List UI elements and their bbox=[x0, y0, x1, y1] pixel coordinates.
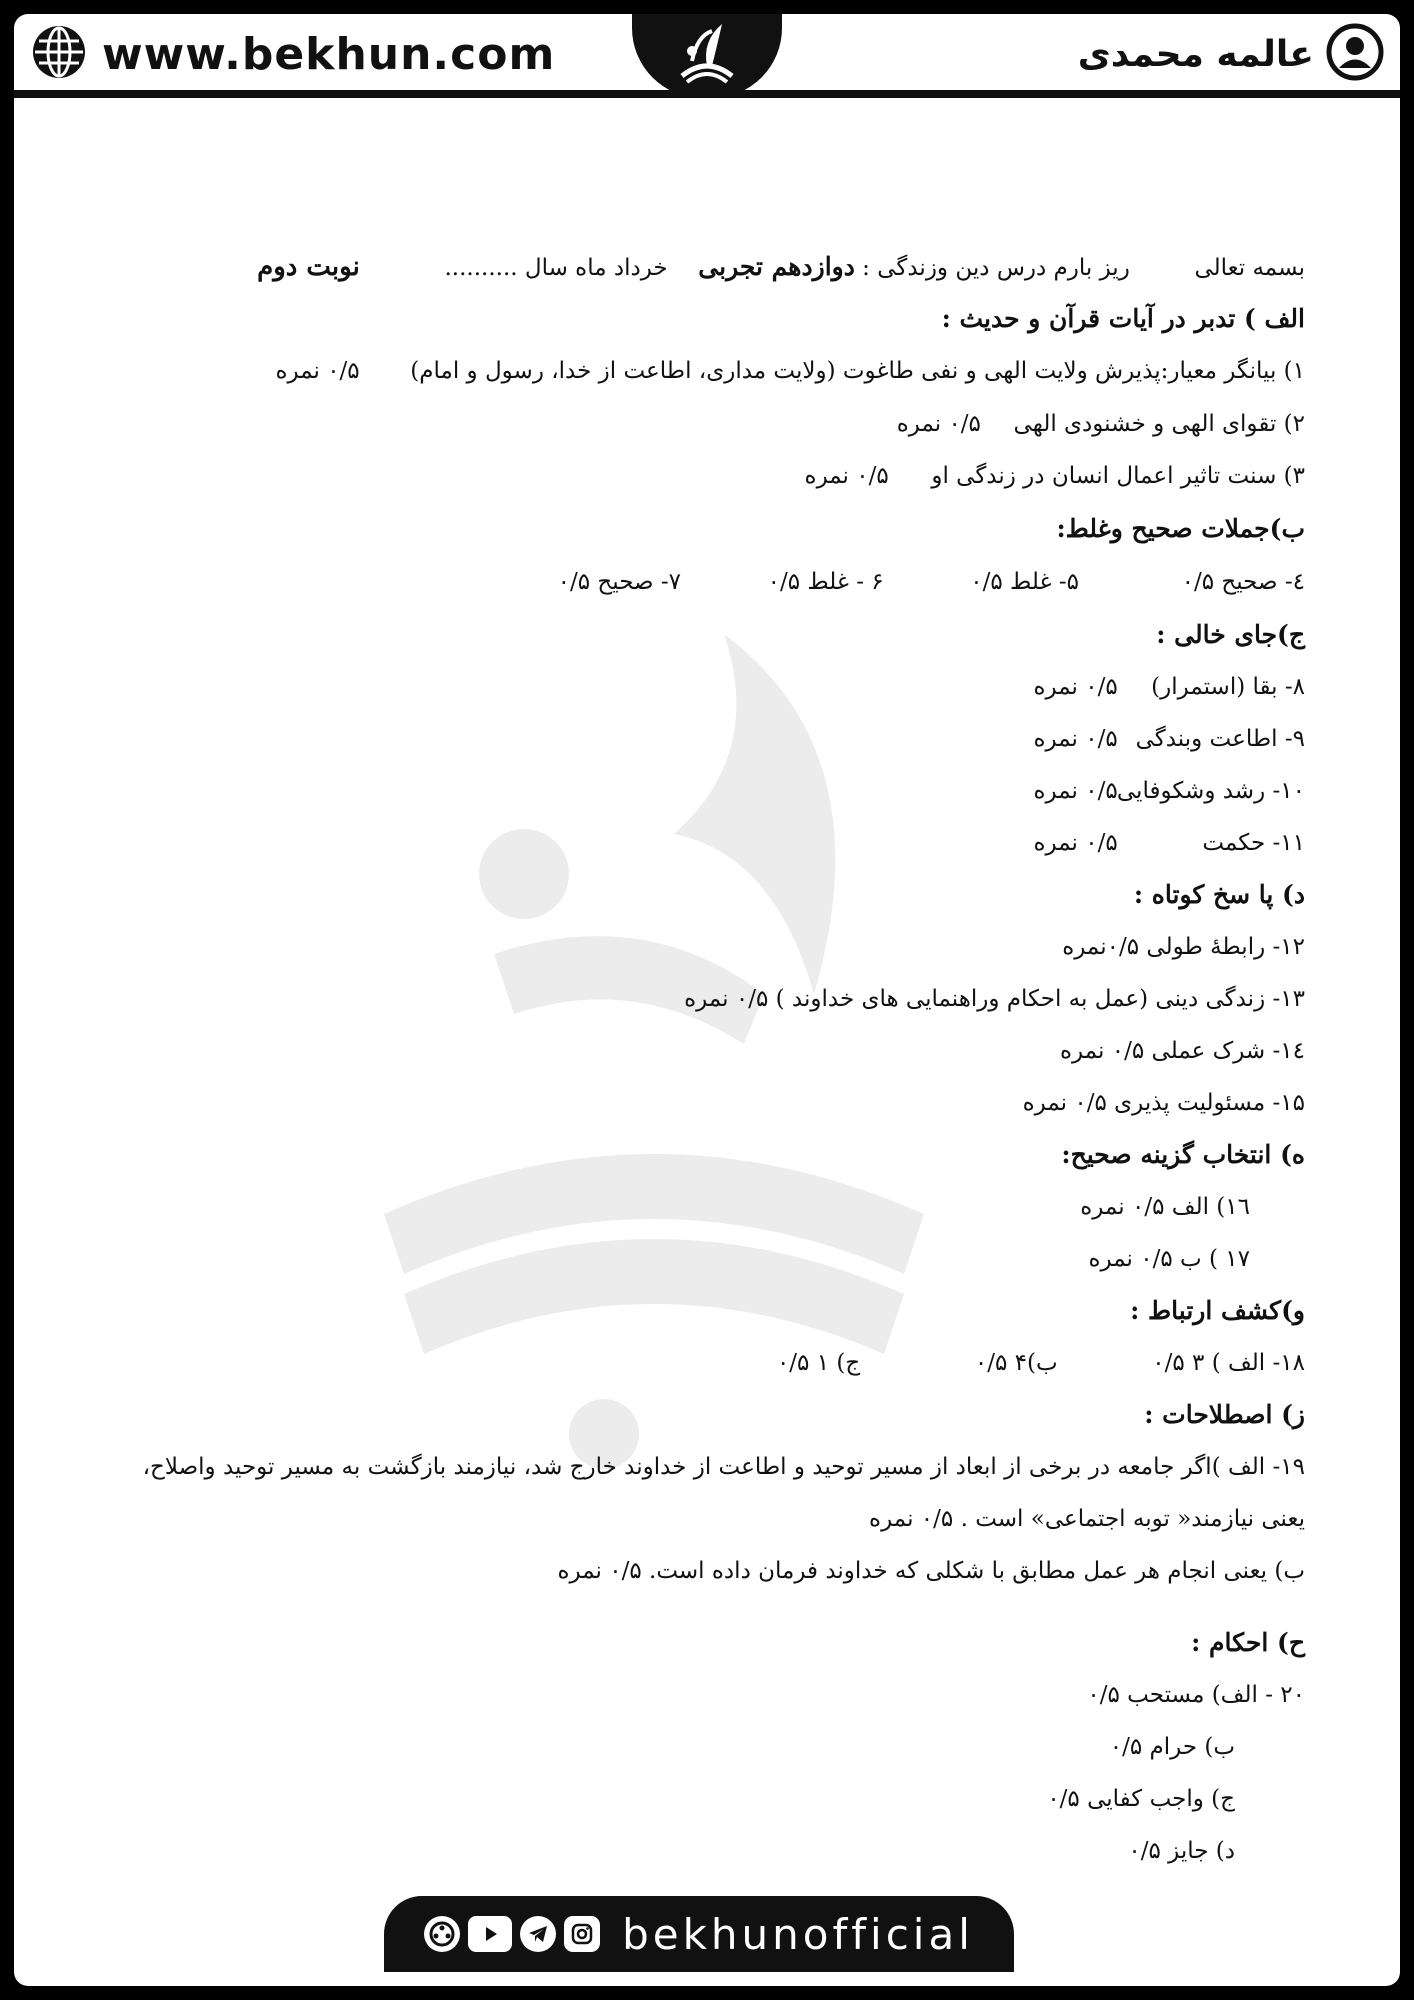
answer-1-text: ۱) بیانگر معیار:پذیرش ولایت الهی و نفی طاغوت (ولایت مداری، اطاعت از خدا، رسول و امام) bbox=[410, 358, 1305, 384]
blank-9-score: ۰/۵ نمره bbox=[1033, 726, 1118, 752]
film-icon[interactable] bbox=[424, 1916, 460, 1952]
session-label: نوبت دوم bbox=[257, 252, 360, 282]
choice-answer-16: ۱٦) الف ۰/۵ نمره bbox=[1080, 1194, 1250, 1220]
section-dal-title: د) پا سخ کوتاه : bbox=[1133, 880, 1305, 909]
answer-3 bbox=[805, 461, 1305, 491]
blank-10-score: ۰/۵ نمره bbox=[1033, 778, 1118, 804]
section-he-title: ه) انتخاب گزینه صحیح: bbox=[1061, 1140, 1305, 1169]
section-ze-title: ز) اصطلاحات : bbox=[1144, 1400, 1305, 1429]
instagram-icon[interactable] bbox=[564, 1916, 600, 1952]
term-answer-19a: ۱۹- الف )اگر جامعه در برخی از ابعاد از مسیر توحید و اطاعت از خداوند خارج شد، نیازمند بازگشت به مسیر توحید واصلاح، bbox=[142, 1454, 1305, 1480]
answer-3-text: ۳) سنت تاثیر اعمال انسان در زندگی او bbox=[931, 463, 1305, 489]
term-answer-19a-cont: یعنی نیازمند« توبه اجتماعی» است . ۰/۵ نمره bbox=[869, 1506, 1305, 1532]
short-answer-14: ۱٤- شرک عملی ۰/۵ نمره bbox=[1060, 1038, 1305, 1064]
blank-answer-10 bbox=[1033, 776, 1305, 806]
blank-answer-11 bbox=[1033, 828, 1305, 858]
answer-key bbox=[14, 14, 1400, 1986]
section-vav-title: و)کشف ارتباط : bbox=[1130, 1296, 1305, 1325]
website-url: www.bekhun.com bbox=[102, 28, 556, 80]
answer-1 bbox=[275, 356, 1305, 386]
answer-1-score: ۰/۵ نمره bbox=[275, 358, 360, 384]
ruling-answer-20d: د) جایز ۰/۵ bbox=[1128, 1838, 1235, 1864]
ruling-answer-20c: ج) واجب کفایی ۰/۵ bbox=[1047, 1786, 1235, 1812]
section-alef-title: الف ) تدبر در آیات قرآن و حدیث : bbox=[941, 304, 1305, 333]
blank-11-text: ۱۱- حکمت bbox=[1202, 830, 1305, 856]
short-answer-12: ۱۲- رابطهٔ طولی ۰/۵نمره bbox=[1062, 934, 1305, 960]
youtube-icon[interactable] bbox=[468, 1916, 512, 1952]
ruling-answer-20b: ب) حرام ۰/۵ bbox=[1109, 1734, 1235, 1760]
page-frame bbox=[14, 14, 1400, 1986]
exam-date: خرداد ماه سال .......... bbox=[444, 255, 668, 281]
blank-8-text: ۸- بقا (استمرار) bbox=[1151, 674, 1305, 700]
tf-answer-5: ۵- غلط ۰/۵ bbox=[970, 569, 1079, 595]
tf-answer-7: ۷- صحیح ۰/۵ bbox=[557, 569, 682, 595]
social-footer[interactable] bbox=[384, 1896, 1014, 1972]
true-false-row bbox=[558, 567, 1305, 597]
blank-8-score: ۰/۵ نمره bbox=[1033, 674, 1118, 700]
footer-handle: bekhunofficial bbox=[622, 1909, 974, 1959]
choice-answer-17: ۱۷ ) ب ۰/۵ نمره bbox=[1088, 1246, 1250, 1272]
match-c: ج) ۱ ۰/۵ bbox=[776, 1350, 861, 1376]
blank-11-score: ۰/۵ نمره bbox=[1033, 830, 1118, 856]
section-be-title: ب)جملات صحیح وغلط: bbox=[1056, 514, 1305, 543]
short-answer-15: ۱۵- مسئولیت پذیری ۰/۵ نمره bbox=[1022, 1090, 1305, 1116]
term-answer-19b: ب) یعنی انجام هر عمل مطابق با شکلی که خداوند فرمان داده است. ۰/۵ نمره bbox=[557, 1558, 1305, 1584]
answer-2-score: ۰/۵ نمره bbox=[896, 411, 981, 437]
short-answer-13: ۱۳- زندگی دینی (عمل به احکام وراهنمایی های خداوند ) ۰/۵ نمره bbox=[684, 986, 1305, 1012]
answer-2-text: ۲) تقوای الهی و خشنودی الهی bbox=[1013, 411, 1305, 437]
answer-2 bbox=[897, 409, 1305, 439]
grade-label: دوازدهم تجربی bbox=[698, 252, 855, 281]
blank-answer-9 bbox=[1033, 724, 1305, 754]
match-a: ۱۸- الف ) ۳ ۰/۵ bbox=[1152, 1350, 1305, 1376]
section-jim-title: ج)جای خالی : bbox=[1156, 620, 1305, 649]
blank-10-text: ۱۰- رشد وشکوفایی bbox=[1116, 778, 1305, 804]
social-icons bbox=[424, 1916, 600, 1952]
blank-9-text: ۹- اطاعت وبندگی bbox=[1135, 726, 1305, 752]
matching-answer-18 bbox=[777, 1348, 1305, 1378]
basmala: بسمه تعالی bbox=[1194, 255, 1305, 281]
answer-3-score: ۰/۵ نمره bbox=[804, 463, 889, 489]
ruling-answer-20a: ۲۰ - الف) مستحب ۰/۵ bbox=[1087, 1682, 1305, 1708]
telegram-icon[interactable] bbox=[520, 1916, 556, 1952]
blank-answer-8 bbox=[1033, 672, 1305, 702]
tf-answer-6: ۶ - غلط ۰/۵ bbox=[767, 569, 884, 595]
section-he2-title: ح) احکام : bbox=[1191, 1628, 1305, 1657]
match-b: ب)۴ ۰/۵ bbox=[974, 1350, 1058, 1376]
subject-label: ریز بارم درس دین وزندگی : bbox=[862, 255, 1130, 281]
author-name: عالمه محمدی bbox=[1077, 33, 1314, 75]
tf-answer-4: ٤- صحیح ۰/۵ bbox=[1181, 569, 1305, 595]
title-row bbox=[257, 252, 1305, 283]
